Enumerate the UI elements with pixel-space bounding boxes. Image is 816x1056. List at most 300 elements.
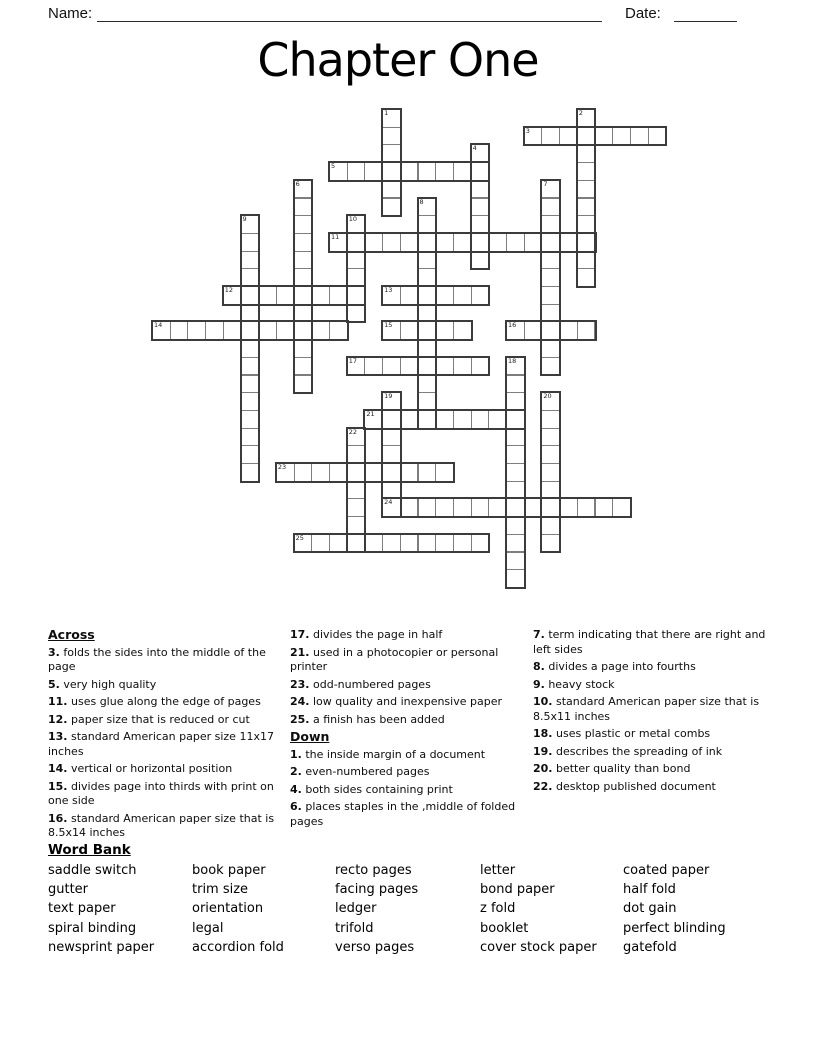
crossword-cell[interactable] — [541, 286, 560, 305]
clue-number: 13. — [48, 730, 68, 743]
word-bank-item: recto pages — [335, 863, 412, 878]
crossword-cell[interactable] — [347, 463, 366, 482]
crossword-cell[interactable] — [595, 498, 614, 517]
cell-number: 25 — [295, 533, 304, 542]
crossword-cell[interactable] — [453, 233, 472, 252]
name-blank-line[interactable] — [97, 21, 602, 22]
crossword-cell[interactable] — [541, 481, 560, 500]
crossword-cell[interactable] — [382, 180, 401, 199]
crossword-cell[interactable] — [347, 428, 366, 447]
crossword-cell[interactable] — [382, 498, 401, 517]
crossword-cell[interactable] — [506, 357, 525, 376]
crossword-cell[interactable] — [488, 233, 507, 252]
crossword-cell[interactable] — [524, 127, 543, 146]
crossword-cell[interactable] — [541, 445, 560, 464]
crossword-cell[interactable] — [241, 321, 260, 340]
clue-text: even-numbered pages — [301, 765, 430, 778]
crossword-cell[interactable] — [471, 534, 490, 553]
crossword-cell[interactable] — [418, 162, 437, 181]
crossword-cell[interactable] — [241, 286, 260, 305]
crossword-cell[interactable] — [382, 144, 401, 163]
clue-text: heavy stock — [544, 677, 615, 691]
crossword-cell[interactable] — [577, 233, 596, 252]
crossword-cell[interactable] — [382, 534, 401, 553]
crossword-cell[interactable] — [506, 498, 525, 517]
crossword-cell[interactable] — [612, 127, 631, 146]
crossword-cell[interactable] — [382, 445, 401, 464]
crossword-cell[interactable] — [612, 498, 631, 517]
crossword-cell[interactable] — [364, 463, 383, 482]
crossword-cell[interactable] — [276, 286, 295, 305]
crossword-cell[interactable] — [435, 498, 454, 517]
crossword-cell[interactable] — [347, 215, 366, 234]
word-bank-item: accordion fold — [192, 939, 284, 955]
crossword-cell[interactable] — [471, 357, 490, 376]
cell-number: 24 — [384, 498, 393, 507]
crossword-cell[interactable] — [382, 357, 401, 376]
crossword-cell[interactable] — [364, 162, 383, 181]
crossword-cell[interactable] — [400, 498, 419, 517]
crossword-cell[interactable] — [471, 286, 490, 305]
clue-item-8 — [533, 660, 773, 675]
crossword-cell[interactable] — [506, 552, 525, 571]
cell-number: 14 — [154, 321, 163, 330]
crossword-cell[interactable] — [471, 498, 490, 517]
clue-text: uses glue along the edge of pages — [67, 695, 261, 708]
crossword-cell[interactable] — [294, 304, 313, 323]
crossword-cell[interactable] — [241, 251, 260, 270]
cell-number: 6 — [295, 179, 300, 188]
crossword-cell[interactable] — [453, 357, 472, 376]
clue-text: folds the sides into the middle of the page — [48, 645, 266, 673]
crossword-cell[interactable] — [418, 375, 437, 394]
crossword-cell[interactable] — [311, 463, 330, 482]
crossword-cell[interactable] — [364, 534, 383, 553]
word-bank-item: cover stock paper — [480, 939, 597, 955]
crossword-cell[interactable] — [382, 392, 401, 411]
crossword-cell[interactable] — [506, 428, 525, 447]
crossword-cell[interactable] — [541, 180, 560, 199]
crossword-cell[interactable] — [311, 534, 330, 553]
crossword-cell[interactable] — [506, 481, 525, 500]
crossword-cell[interactable] — [364, 410, 383, 429]
clue-number: 10. — [533, 695, 553, 708]
clue-column-3 — [533, 628, 773, 797]
crossword-cell[interactable] — [595, 127, 614, 146]
crossword-cell[interactable] — [541, 321, 560, 340]
crossword-cell[interactable] — [453, 498, 472, 517]
crossword-cell[interactable] — [382, 127, 401, 146]
crossword-cell[interactable] — [382, 286, 401, 305]
crossword-cell[interactable] — [241, 375, 260, 394]
word-bank-item: text paper — [48, 901, 116, 917]
crossword-cell[interactable] — [435, 321, 454, 340]
word-bank — [48, 861, 798, 961]
clue-item-13 — [48, 730, 280, 759]
crossword-cell[interactable] — [170, 321, 189, 340]
clue-item-6 — [290, 800, 522, 829]
crossword-cell[interactable] — [382, 410, 401, 429]
clue-number: 4. — [290, 782, 302, 796]
crossword-cell[interactable] — [347, 481, 366, 500]
clue-number: 22. — [533, 779, 553, 793]
cell-number: 11 — [331, 232, 340, 241]
cell-number: 15 — [384, 321, 393, 330]
cell-number: 8 — [419, 197, 424, 206]
crossword-cell[interactable] — [294, 534, 313, 553]
crossword-cell[interactable] — [577, 109, 596, 128]
crossword-cell[interactable] — [400, 162, 419, 181]
crossword-cell[interactable] — [241, 339, 260, 358]
crossword-cell[interactable] — [541, 339, 560, 358]
crossword-cell[interactable] — [435, 463, 454, 482]
crossword-cell[interactable] — [294, 286, 313, 305]
crossword-cell[interactable] — [241, 410, 260, 429]
crossword-cell[interactable] — [294, 375, 313, 394]
crossword-cell[interactable] — [241, 463, 260, 482]
crossword-cell[interactable] — [347, 445, 366, 464]
word-bank-column-5 — [623, 861, 726, 957]
crossword-grid — [152, 109, 667, 589]
word-bank-item: orientation — [192, 901, 264, 917]
clue-text: term indicating that there are right and left sides — [533, 628, 766, 656]
clue-column-1 — [48, 628, 280, 844]
crossword-cell[interactable] — [329, 463, 348, 482]
crossword-cell[interactable] — [294, 339, 313, 358]
clue-number: 21. — [290, 645, 310, 659]
crossword-cell[interactable] — [577, 198, 596, 217]
crossword-cell[interactable] — [418, 286, 437, 305]
crossword-cell[interactable] — [311, 321, 330, 340]
cell-number: 16 — [508, 321, 517, 330]
crossword-cell[interactable] — [347, 516, 366, 535]
crossword-cell[interactable] — [577, 180, 596, 199]
clue-number: 1. — [290, 747, 302, 761]
crossword-cell[interactable] — [506, 375, 525, 394]
crossword-cell[interactable] — [258, 321, 277, 340]
clue-text: the inside margin of a document — [301, 747, 486, 761]
cell-number: 23 — [277, 463, 287, 471]
crossword-cell[interactable] — [347, 268, 366, 287]
clue-item-24 — [290, 695, 522, 710]
cell-number: 1 — [384, 109, 389, 117]
crossword-cell[interactable] — [294, 233, 313, 252]
crossword-cell[interactable] — [506, 534, 525, 553]
clue-text: describes the spreading of ink — [552, 744, 723, 758]
cell-number: 20 — [543, 392, 552, 401]
crossword-cell[interactable] — [541, 357, 560, 376]
crossword-cell[interactable] — [471, 251, 490, 270]
crossword-cell[interactable] — [506, 463, 525, 482]
crossword-cell[interactable] — [294, 180, 313, 199]
crossword-cell[interactable] — [418, 463, 437, 482]
word-bank-column-2 — [192, 861, 284, 957]
crossword-cell[interactable] — [364, 233, 383, 252]
crossword-cell[interactable] — [524, 498, 543, 517]
crossword-cell[interactable] — [435, 162, 454, 181]
crossword-cell[interactable] — [488, 498, 507, 517]
crossword-cell[interactable] — [418, 233, 437, 252]
crossword-cell[interactable] — [418, 498, 437, 517]
crossword-cell[interactable] — [418, 357, 437, 376]
crossword-cell[interactable] — [418, 339, 437, 358]
crossword-cell[interactable] — [577, 127, 596, 146]
crossword-cell[interactable] — [258, 286, 277, 305]
crossword-cell[interactable] — [347, 534, 366, 553]
crossword-cell[interactable] — [453, 321, 472, 340]
crossword-cell[interactable] — [488, 410, 507, 429]
word-bank-item: bond paper — [480, 882, 555, 898]
crossword-cell[interactable] — [347, 357, 366, 376]
crossword-cell[interactable] — [364, 357, 383, 376]
crossword-cell[interactable] — [418, 321, 437, 340]
crossword-cell[interactable] — [435, 534, 454, 553]
crossword-cell[interactable] — [276, 463, 295, 482]
crossword-cell[interactable] — [506, 321, 525, 340]
crossword-cell[interactable] — [541, 516, 560, 535]
crossword-cell[interactable] — [559, 498, 578, 517]
crossword-cell[interactable] — [418, 268, 437, 287]
crossword-cell[interactable] — [453, 162, 472, 181]
crossword-cell[interactable] — [418, 410, 437, 429]
crossword-cell[interactable] — [294, 251, 313, 270]
crossword-cell[interactable] — [400, 534, 419, 553]
crossword-cell[interactable] — [382, 463, 401, 482]
clue-text: divides page into thirds with print on one side — [48, 779, 274, 807]
clue-number: 18. — [533, 727, 553, 740]
crossword-cell[interactable] — [347, 286, 366, 305]
crossword-cell[interactable] — [471, 410, 490, 429]
crossword-cell[interactable] — [418, 251, 437, 270]
word-bank-header: Word Bank — [48, 842, 131, 858]
crossword-cell[interactable] — [311, 286, 330, 305]
clue-item-25 — [290, 713, 522, 728]
crossword-cell[interactable] — [559, 321, 578, 340]
crossword-cell[interactable] — [294, 215, 313, 234]
crossword-cell[interactable] — [347, 233, 366, 252]
crossword-cell[interactable] — [471, 198, 490, 217]
crossword-cell[interactable] — [241, 233, 260, 252]
date-blank-line[interactable] — [674, 21, 737, 22]
crossword-cell[interactable] — [329, 286, 348, 305]
crossword-cell[interactable] — [471, 144, 490, 163]
crossword-cell[interactable] — [541, 498, 560, 517]
crossword-cell[interactable] — [648, 127, 667, 146]
crossword-cell[interactable] — [559, 127, 578, 146]
crossword-cell[interactable] — [382, 162, 401, 181]
crossword-cell[interactable] — [541, 268, 560, 287]
crossword-cell[interactable] — [524, 233, 543, 252]
crossword-cell[interactable] — [541, 251, 560, 270]
crossword-cell[interactable] — [382, 233, 401, 252]
crossword-cell[interactable] — [418, 534, 437, 553]
clue-item-4 — [290, 783, 522, 798]
crossword-cell[interactable] — [541, 127, 560, 146]
crossword-cell[interactable] — [382, 428, 401, 447]
cell-number: 19 — [384, 392, 393, 401]
crossword-cell[interactable] — [435, 286, 454, 305]
clue-text: divides a page into fourths — [544, 660, 696, 673]
crossword-cell[interactable] — [329, 162, 348, 181]
clue-item-5 — [48, 678, 280, 693]
clue-text: uses plastic or metal combs — [552, 727, 711, 740]
word-bank-item: spiral binding — [48, 920, 137, 936]
crossword-cell[interactable] — [205, 321, 224, 340]
crossword-cell[interactable] — [435, 410, 454, 429]
crossword-cell[interactable] — [471, 233, 490, 252]
clue-number: 19. — [533, 744, 553, 758]
clue-text: paper size that is reduced or cut — [67, 712, 250, 726]
word-bank-item: ledger — [335, 901, 377, 917]
crossword-cell[interactable] — [577, 268, 596, 287]
crossword-cell[interactable] — [400, 286, 419, 305]
crossword-cell[interactable] — [418, 198, 437, 217]
crossword-cell[interactable] — [471, 180, 490, 199]
crossword-cell[interactable] — [294, 268, 313, 287]
crossword-cell[interactable] — [471, 215, 490, 234]
crossword-cell[interactable] — [400, 233, 419, 252]
crossword-cell[interactable] — [329, 321, 348, 340]
crossword-cell[interactable] — [241, 215, 260, 234]
clue-item-1 — [290, 748, 522, 763]
name-label: Name: — [48, 5, 93, 22]
crossword-cell[interactable] — [453, 410, 472, 429]
cell-number: 4 — [472, 144, 477, 153]
crossword-cell[interactable] — [347, 304, 366, 323]
clue-text: odd-numbered pages — [309, 677, 431, 691]
crossword-cell[interactable] — [241, 357, 260, 376]
crossword-cell[interactable] — [347, 251, 366, 270]
crossword-cell[interactable] — [294, 321, 313, 340]
crossword-cell[interactable] — [541, 463, 560, 482]
crossword-cell[interactable] — [541, 198, 560, 217]
crossword-cell[interactable] — [382, 109, 401, 128]
crossword-cell[interactable] — [541, 534, 560, 553]
crossword-cell[interactable] — [400, 410, 419, 429]
crossword-cell[interactable] — [347, 162, 366, 181]
word-bank-item: trifold — [335, 920, 374, 936]
crossword-cell[interactable] — [630, 127, 649, 146]
clue-text: standard American paper size that is 8.5x11 inches — [533, 695, 760, 723]
crossword-cell[interactable] — [241, 428, 260, 447]
crossword-cell[interactable] — [435, 233, 454, 252]
crossword-cell[interactable] — [418, 392, 437, 411]
crossword-cell[interactable] — [241, 304, 260, 323]
crossword-cell[interactable] — [577, 321, 596, 340]
clue-number: 14. — [48, 762, 68, 775]
crossword-cell[interactable] — [152, 321, 171, 340]
crossword-cell[interactable] — [453, 286, 472, 305]
clue-item-10 — [533, 695, 773, 724]
clue-text: vertical or horizontal position — [67, 762, 233, 775]
crossword-cell[interactable] — [577, 498, 596, 517]
crossword-cell[interactable] — [541, 410, 560, 429]
crossword-cell[interactable] — [294, 463, 313, 482]
crossword-cell[interactable] — [382, 198, 401, 217]
crossword-cell[interactable] — [541, 233, 560, 252]
crossword-cell[interactable] — [400, 463, 419, 482]
crossword-cell[interactable] — [241, 392, 260, 411]
word-bank-column-1 — [48, 861, 154, 957]
crossword-cell[interactable] — [541, 428, 560, 447]
crossword-cell[interactable] — [382, 321, 401, 340]
crossword-cell[interactable] — [541, 304, 560, 323]
clue-item-15 — [48, 780, 280, 809]
crossword-cell[interactable] — [471, 162, 490, 181]
crossword-cell[interactable] — [577, 251, 596, 270]
crossword-cell[interactable] — [506, 569, 525, 588]
cell-number: 13 — [384, 286, 393, 294]
crossword-cell[interactable] — [347, 498, 366, 517]
crossword-cell[interactable] — [541, 392, 560, 411]
clue-text: desktop published document — [552, 779, 716, 793]
clue-number: 3. — [48, 645, 60, 659]
word-bank-column-3 — [335, 861, 418, 957]
crossword-cell[interactable] — [524, 321, 543, 340]
crossword-cell[interactable] — [329, 534, 348, 553]
cell-number: 10 — [348, 215, 357, 224]
crossword-cell[interactable] — [577, 144, 596, 163]
clue-text: very high quality — [59, 677, 157, 691]
crossword-cell[interactable] — [241, 268, 260, 287]
crossword-cell[interactable] — [418, 304, 437, 323]
crossword-cell[interactable] — [294, 357, 313, 376]
cell-number: 3 — [525, 126, 530, 135]
word-bank-item: booklet — [480, 920, 529, 936]
clue-column-2 — [290, 628, 522, 832]
cell-number: 5 — [331, 162, 336, 171]
crossword-cell[interactable] — [418, 215, 437, 234]
clue-text: standard American paper size 11x17 inches — [48, 730, 274, 758]
crossword-cell[interactable] — [329, 233, 348, 252]
crossword-cell[interactable] — [541, 215, 560, 234]
crossword-cell[interactable] — [577, 215, 596, 234]
crossword-cell[interactable] — [506, 445, 525, 464]
cell-number: 2 — [578, 109, 583, 117]
word-bank-item: verso pages — [335, 939, 415, 955]
across-header: Across — [48, 627, 95, 642]
clue-text: low quality and inexpensive paper — [309, 695, 502, 708]
crossword-cell[interactable] — [577, 162, 596, 181]
clue-item-2 — [290, 765, 522, 780]
crossword-cell[interactable] — [506, 233, 525, 252]
crossword-cell[interactable] — [223, 321, 242, 340]
word-bank-item: legal — [192, 920, 224, 936]
crossword-cell[interactable] — [241, 445, 260, 464]
crossword-cell[interactable] — [559, 233, 578, 252]
down-header: Down — [290, 729, 330, 744]
word-bank-item: perfect blinding — [623, 920, 726, 936]
word-bank-item: letter — [480, 863, 516, 878]
clue-item-9 — [533, 678, 773, 693]
crossword-cell[interactable] — [506, 410, 525, 429]
crossword-cell[interactable] — [506, 516, 525, 535]
crossword-cell[interactable] — [435, 357, 454, 376]
crossword-cell[interactable] — [276, 321, 295, 340]
word-bank-item: trim size — [192, 882, 249, 898]
crossword-cell[interactable] — [382, 481, 401, 500]
crossword-cell[interactable] — [400, 321, 419, 340]
clue-number: 7. — [533, 628, 545, 641]
crossword-cell[interactable] — [294, 198, 313, 217]
crossword-cell[interactable] — [223, 286, 242, 305]
crossword-cell[interactable] — [506, 392, 525, 411]
crossword-cell[interactable] — [187, 321, 206, 340]
clue-item-17 — [290, 628, 522, 643]
crossword-cell[interactable] — [453, 534, 472, 553]
crossword-cell[interactable] — [400, 357, 419, 376]
clue-number: 2. — [290, 765, 302, 778]
